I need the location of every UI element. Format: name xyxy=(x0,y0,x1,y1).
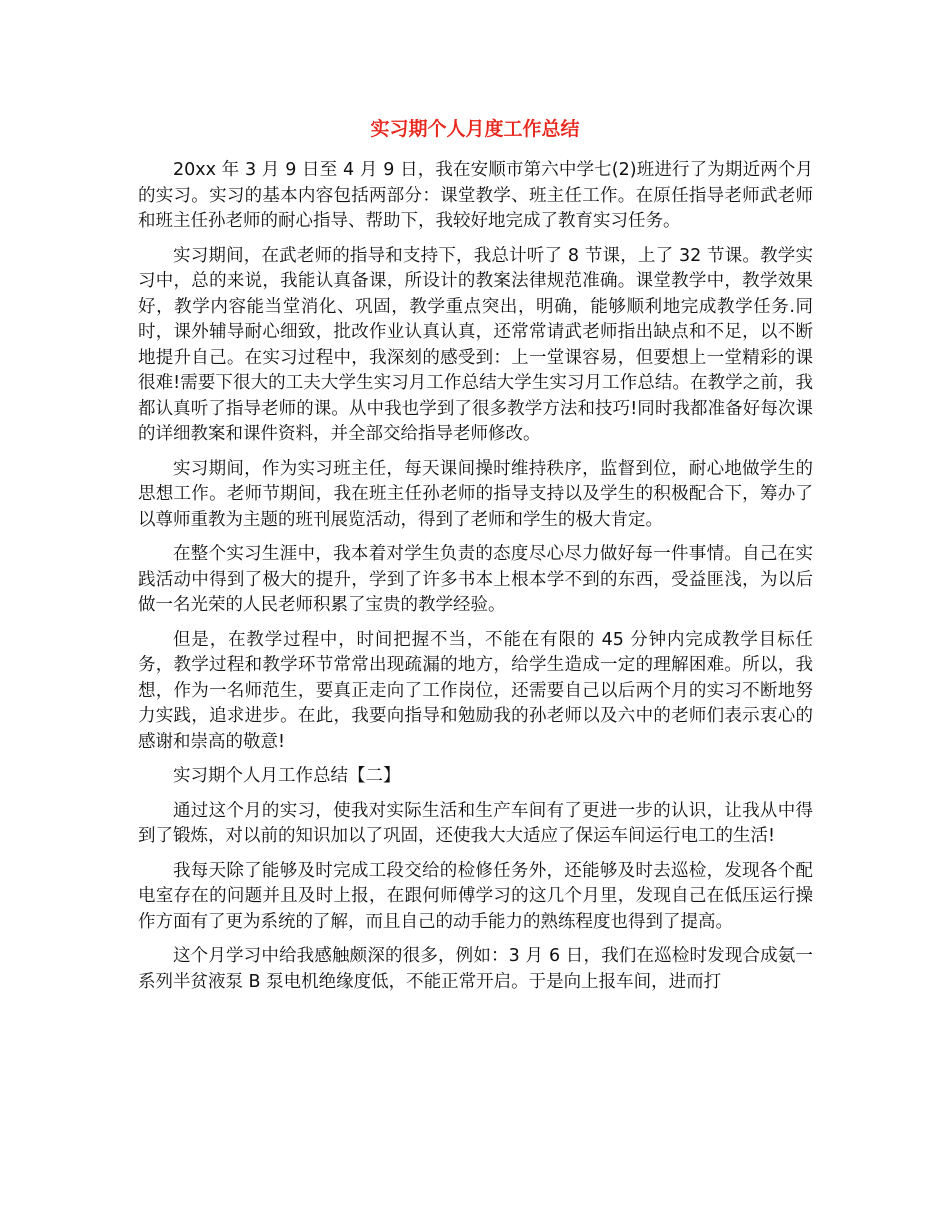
section-subheading: 实习期个人月工作总结【二】 xyxy=(173,766,401,786)
paragraph-7: 我每天除了能够及时完成工段交给的检修任务外，还能够及时去巡检，发现各个配电室存在的问题并且及时上报，在跟何师傅学习的这几个月里，发现自己在低压运行操作方面有了更为系统的了解，而且自己的动手能力的熟练程度也得到了提高。 xyxy=(138,860,813,932)
paragraph-2: 实习期间，在武老师的指导和支持下，我总计听了 8 节课，上了 32 节课。教学实习中，总的来说，我能认真备课，所设计的教案法律规范准确。课堂教学中，教学效果好，教学内容能当堂消化、巩固，教学重点突出，明确，能够顺利地完成教学任务.同时，课外辅导耐心细致，批改作业认真认真，还常常请武老师指出缺点和不足，以不断地提升自己。在实习过程中，我深刻的感受到：上一堂课容易，但要想上一堂精彩的课很难!需要下很大的工夫大学生实习月工作总结大学生实习月工作总结。在教学之前，我都认真听了指导老师的课。从中我也学到了很多教学方法和技巧!同时我都准备好每次课的详细教案和课件资料，并全部交给指导老师修改。 xyxy=(138,245,813,444)
paragraph-3: 实习期间，作为实习班主任，每天课间操时维持秩序，监督到位，耐心地做学生的思想工作。老师节期间，我在班主任孙老师的指导支持以及学生的积极配合下，筹办了以尊师重教为主题的班刊展览活动，得到了老师和学生的极大肯定。 xyxy=(138,458,813,530)
paragraph-5: 但是，在教学过程中，时间把握不当，不能在有限的 45 分钟内完成教学目标任务，教学过程和教学环节常常出现疏漏的地方，给学生造成一定的理解困难。所以，我想，作为一名师范生，要真正走向了工作岗位，还需要自己以后两个月的实习不断地努力实践，追求进步。在此，我要向指导和勉励我的孙老师以及六中的老师们表示衷心的感谢和崇高的敬意! xyxy=(138,629,813,752)
paragraph-1: 20xx 年 3 月 9 日至 4 月 9 日，我在安顺市第六中学七(2)班进行了为期近两个月的实习。实习的基本内容包括两部分：课堂教学、班主任工作。在原任指导老师武老师和班主任孙老师的耐心指导、帮助下，我较好地完成了教育实习任务。 xyxy=(138,160,813,231)
document-title: 实习期个人月度工作总结 xyxy=(370,118,580,140)
document-body xyxy=(138,158,813,1004)
paragraph-8: 这个月学习中给我感触颇深的很多，例如：3 月 6 日，我们在巡检时发现合成氨一系列半贫液泵 B 泵电机绝缘度低，不能正常开启。于是向上报车间，进而打 xyxy=(138,946,813,992)
paragraph-6: 通过这个月的实习，使我对实际生活和生产车间有了更进一步的认识，让我从中得到了锻炼，对以前的知识加以了巩固，还使我大大适应了保运车间运行电工的生活! xyxy=(138,800,813,846)
paragraph-4: 在整个实习生涯中，我本着对学生负责的态度尽心尽力做好每一件事情。自己在实践活动中得到了极大的提升，学到了许多书本上根本学不到的东西，受益匪浅，为以后做一名光荣的人民老师积累了宝贵的教学经验。 xyxy=(138,544,813,615)
